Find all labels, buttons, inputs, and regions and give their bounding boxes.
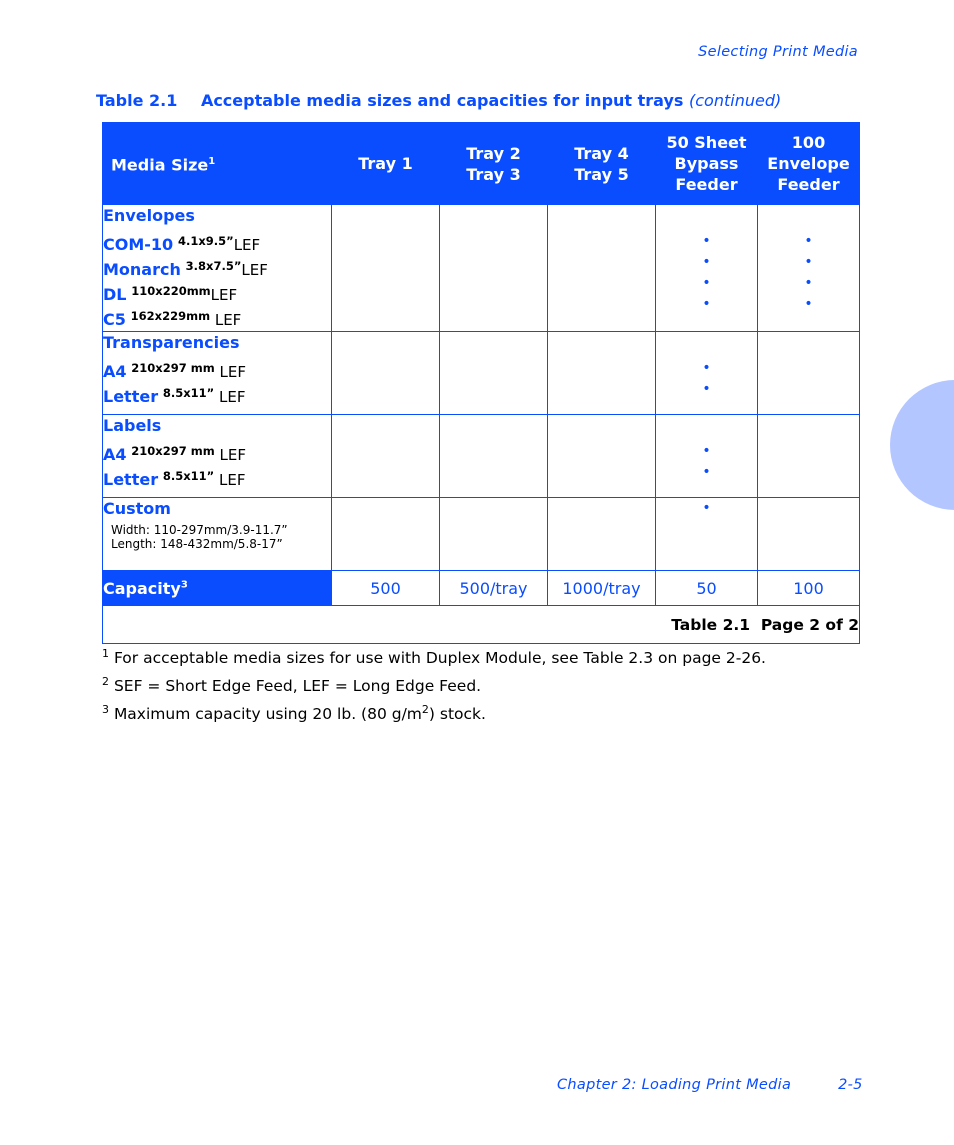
- empty-cell: [548, 332, 656, 415]
- supported-dot: •: [702, 360, 711, 376]
- envelopes-envelope-feeder-cell: [758, 205, 860, 332]
- supported-dot: •: [702, 233, 711, 249]
- empty-cell: [440, 205, 548, 332]
- list-item: A4 $^{210x297 mm}$ LEF: [103, 361, 246, 381]
- list-item: COM-10 $^{4.1x9.5”}$LEF: [103, 234, 261, 254]
- media-table: [102, 122, 860, 644]
- table-row-envelopes: [103, 205, 860, 332]
- supported-dot: •: [804, 275, 813, 291]
- list-item: DL $^{110x220mm}$LEF: [103, 284, 238, 304]
- table-row-capacity: [103, 571, 860, 606]
- col-tray4-5: Tray 4 Tray 5: [548, 123, 656, 205]
- col-bypass-feeder: 50 Sheet Bypass Feeder: [656, 123, 758, 205]
- supported-dot: •: [702, 275, 711, 291]
- custom-dimensions: [103, 523, 331, 551]
- table-caption: [96, 91, 781, 110]
- custom-width: Width: 110-297mm/3.9-11.7”: [111, 523, 288, 537]
- empty-cell: [332, 415, 440, 498]
- table-header-row: [103, 123, 860, 205]
- running-header: Selecting Print Media: [698, 44, 858, 60]
- group-title-transparencies: Transparencies: [103, 333, 240, 352]
- table-number: Table 2.1: [96, 91, 178, 110]
- col-tray1: Tray 1: [332, 123, 440, 205]
- list-item: Letter $^{8.5x11”}$ LEF: [103, 386, 246, 406]
- supported-dot: •: [804, 233, 813, 249]
- envelopes-bypass-cell: [656, 205, 758, 332]
- labels-bypass-cell: [656, 415, 758, 498]
- supported-dot: •: [702, 464, 711, 480]
- table-continued: (continued): [689, 91, 782, 110]
- footnote-1: $^1$ For acceptable media sizes for use with Duplex Module, see Table 2.3 on page 2-26.: [102, 647, 766, 668]
- table-page-indicator: Table 2.1 Page 2 of 2: [103, 606, 860, 644]
- chapter-thumb-tab: [890, 380, 954, 510]
- list-item: Letter $^{8.5x11”}$ LEF: [103, 469, 246, 489]
- group-title-envelopes: Envelopes: [103, 206, 195, 225]
- empty-cell: [332, 332, 440, 415]
- list-item: Monarch $^{3.8x7.5”}$LEF: [103, 259, 268, 279]
- supported-dot: •: [804, 296, 813, 312]
- supported-dot: •: [702, 296, 711, 312]
- group-title-labels: Labels: [103, 416, 162, 435]
- capacity-tray1: 500: [332, 571, 440, 606]
- transparencies-bypass-cell: [656, 332, 758, 415]
- capacity-tray2-3: 500/tray: [440, 571, 548, 606]
- labels-cell: [103, 415, 332, 498]
- group-title-custom: Custom: [103, 499, 171, 518]
- col-tray2-3: Tray 2 Tray 3: [440, 123, 548, 205]
- empty-cell: [440, 415, 548, 498]
- transparencies-cell: [103, 332, 332, 415]
- table-row-labels: [103, 415, 860, 498]
- empty-cell: [758, 415, 860, 498]
- custom-bypass-cell: [656, 498, 758, 571]
- table-title: Acceptable media sizes and capacities for input trays: [200, 91, 684, 110]
- supported-dot: •: [702, 500, 711, 516]
- empty-cell: [758, 332, 860, 415]
- table-footer-row: [103, 606, 860, 644]
- envelopes-cell: [103, 205, 332, 332]
- empty-cell: [548, 205, 656, 332]
- page-number: 2-5: [838, 1077, 863, 1093]
- col-envelope-feeder: 100 Envelope Feeder: [758, 123, 860, 205]
- table-row-transparencies: [103, 332, 860, 415]
- empty-cell: [440, 498, 548, 571]
- col-media-size: Media Size$^1$: [103, 123, 332, 205]
- list-item: C5 $^{162x229mm}$ LEF: [103, 309, 242, 329]
- capacity-tray4-5: 1000/tray: [548, 571, 656, 606]
- footnote-3: $^3$ Maximum capacity using 20 lb. (80 $g/m^2$) stock.: [102, 703, 486, 724]
- page-footer: [557, 1077, 863, 1093]
- footnote-2: $^2$ SEF = Short Edge Feed, LEF = Long Edge Feed.: [102, 675, 482, 696]
- supported-dot: •: [702, 254, 711, 270]
- custom-length: Length: 148-432mm/5.8-17”: [111, 537, 283, 551]
- empty-cell: [758, 498, 860, 571]
- empty-cell: [548, 498, 656, 571]
- supported-dot: •: [702, 381, 711, 397]
- supported-dot: •: [702, 443, 711, 459]
- footnotes: [102, 642, 766, 726]
- table-row-custom: [103, 498, 860, 571]
- empty-cell: [332, 498, 440, 571]
- list-item: A4 $^{210x297 mm}$ LEF: [103, 444, 246, 464]
- capacity-bypass: 50: [656, 571, 758, 606]
- capacity-label: Capacity$^3$: [103, 571, 332, 606]
- empty-cell: [548, 415, 656, 498]
- custom-cell: [103, 498, 332, 571]
- empty-cell: [440, 332, 548, 415]
- supported-dot: •: [804, 254, 813, 270]
- empty-cell: [332, 205, 440, 332]
- chapter-title: Chapter 2: Loading Print Media: [557, 1077, 792, 1093]
- capacity-envelope-feeder: 100: [758, 571, 860, 606]
